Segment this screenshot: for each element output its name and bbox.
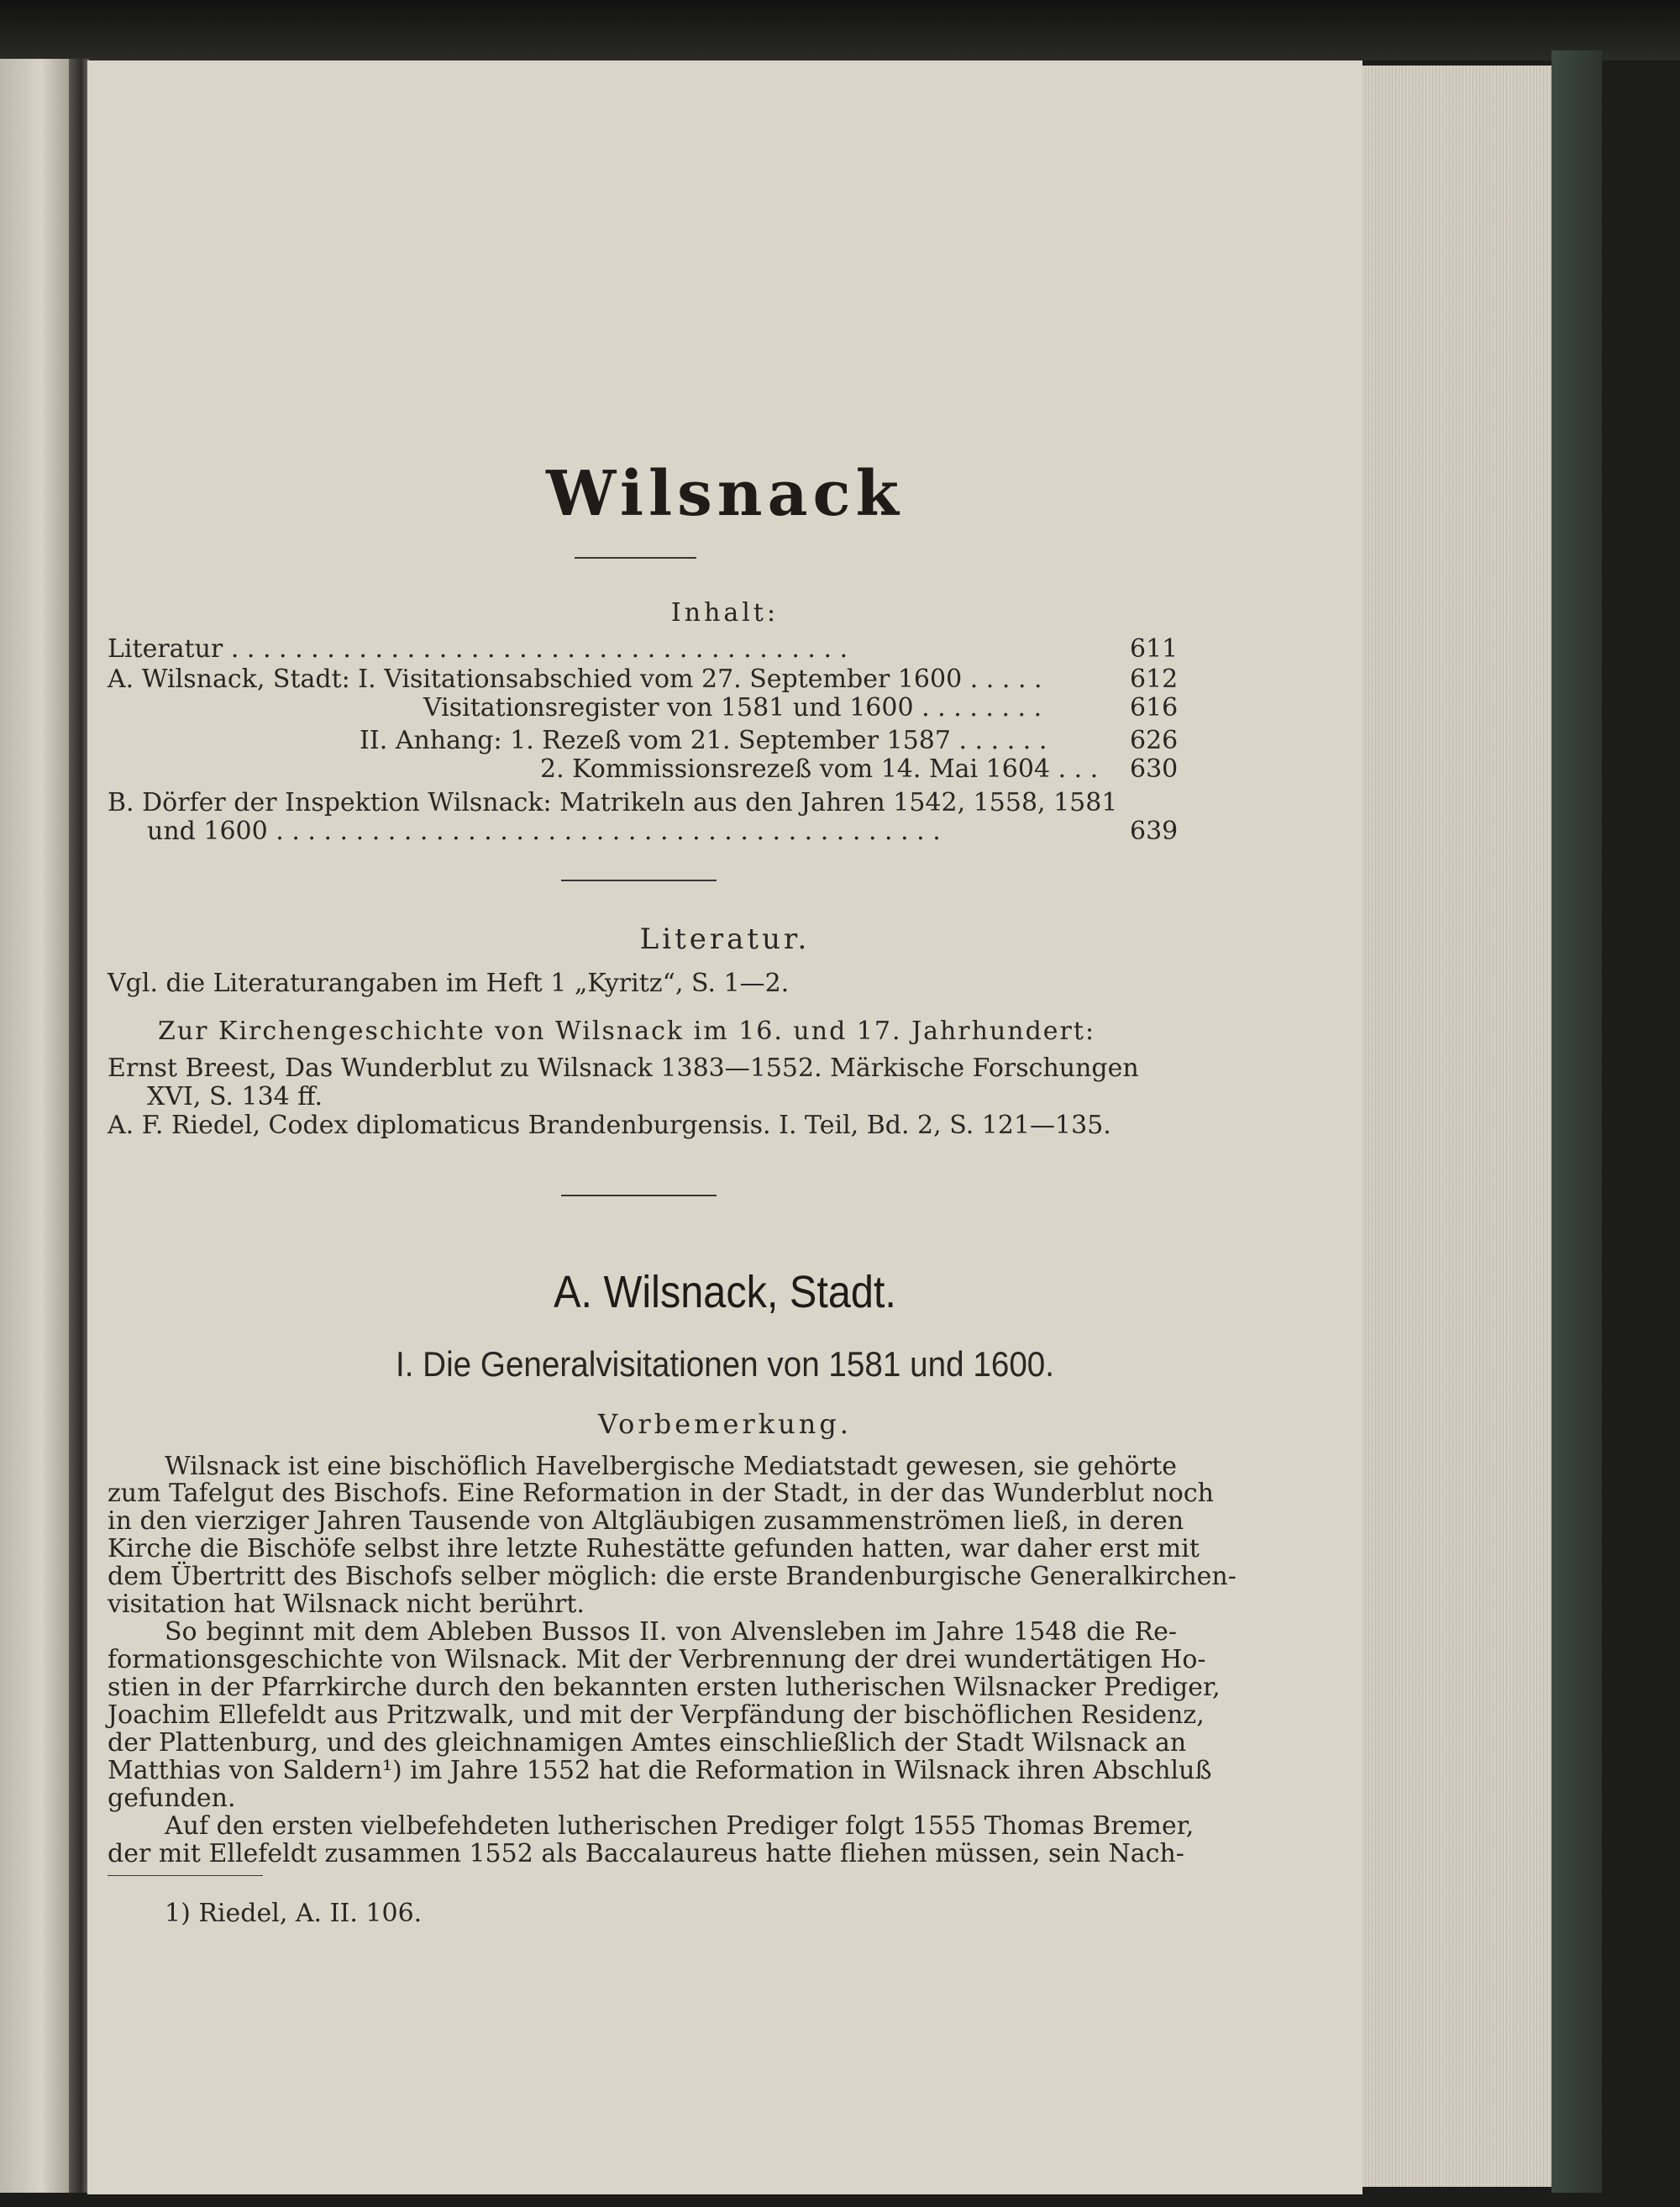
body-line: stien in der Pfarrkirche durch den bekannten ersten lutherischen Wilsnacker Prediger, [108,1673,1221,1702]
body-line: Kirche die Bischöfe selbst ihre letzte Ruhestätte gefunden hatten, war daher erst mit [108,1534,1200,1563]
literature-intro: Vgl. die Literaturangaben im Heft 1 „Kyritz“, S. 1—2. [108,969,790,998]
contents-heading: Inhalt: [670,598,780,628]
section-a-heading: A. Wilsnack, Stadt. [554,1267,896,1317]
body-line: Wilsnack ist eine bischöflich Havelbergische Mediatstadt gewesen, sie gehörte [165,1452,1177,1481]
body-line: Joachim Ellefeldt aus Pritzwalk, und mit der Verpfändung der bischöflichen Residenz, [108,1700,1205,1730]
section-rule [561,1195,717,1196]
section-i-heading: I. Die Generalvisitationen von 1581 und 1600. [395,1344,1055,1384]
body-line: Auf den ersten vielbefehdeten lutherischen Prediger folgt 1555 Thomas Bremer, [165,1811,1194,1841]
literature-subheading: Zur Kirchengeschichte von Wilsnack im 16. und 17. Jahrhundert: [158,1017,1096,1046]
footnote-rule [108,1875,263,1876]
toc-page-number: 630 [1130,754,1179,784]
body-line: gefunden. [108,1784,236,1813]
body-line: Matthias von Saldern¹) im Jahre 1552 hat die Reformation in Wilsnack ihren Abschluß [108,1756,1212,1785]
body-line: formationsgeschichte von Wilsnack. Mit der Verbrennung der drei wundertätigen Ho- [108,1645,1206,1674]
page-edges [1362,66,1551,2187]
section-rule [561,880,717,881]
preface-heading: Vorbemerkung. [598,1408,852,1440]
body-line: visitation hat Wilsnack nicht berührt. [108,1590,585,1619]
body-line: So beginnt mit dem Ableben Bussos II. von Alvensleben im Jahre 1548 die Re- [165,1617,1177,1647]
toc-page-number: 612 [1130,665,1179,694]
book-gutter [69,59,89,2193]
literature-ref: XVI, S. 134 ff. [147,1082,323,1111]
toc-entry: Literatur . . . . . . . . . . . . . . . . . . . . . . . . . . . . . . . . . . . . . . . [108,634,848,664]
toc-entry: B. Dörfer der Inspektion Wilsnack: Matrikeln aus den Jahren 1542, 1558, 1581 [108,788,1118,817]
title-rule [575,557,696,559]
toc-page-number: 611 [1130,634,1179,664]
literature-ref: A. F. Riedel, Codex diplomaticus Brandenburgensis. I. Teil, Bd. 2, S. 121—135. [108,1111,1111,1140]
footnote: 1) Riedel, A. II. 106. [165,1899,423,1928]
body-line: zum Tafelgut des Bischofs. Eine Reformation in der Stadt, in der das Wunderblut noch [108,1479,1214,1508]
literature-ref: Ernst Breest, Das Wunderblut zu Wilsnack 1383—1552. Märkische Forschungen [108,1054,1139,1083]
body-line: in den vierziger Jahren Tausende von Altgläubigen zusammenströmen ließ, in deren [108,1506,1184,1536]
toc-entry: II. Anhang: 1. Rezeß vom 21. September 1587 . . . . . . [360,726,1047,755]
body-line: der Plattenburg, und des gleichnamigen Amtes einschließlich der Stadt Wilsnack an [108,1728,1187,1758]
toc-entry: und 1600 . . . . . . . . . . . . . . . . . . . . . . . . . . . . . . . . . . . . . . . . . . [147,817,941,846]
body-line: dem Übertritt des Bischofs selber möglich: die erste Brandenburgische Generalkirchen- [108,1562,1236,1591]
literature-heading: Literatur. [639,922,811,956]
book-binding-top [0,0,1680,60]
body-line: der mit Ellefeldt zusammen 1552 als Baccalaureus hatte fliehen müssen, sein Nach- [108,1839,1184,1868]
toc-page-number: 616 [1130,693,1179,723]
toc-entry: A. Wilsnack, Stadt: I. Visitationsabschied vom 27. September 1600 . . . . . [108,665,1042,694]
toc-page-number: 626 [1130,726,1179,755]
toc-entry: Visitationsregister von 1581 und 1600 . . . . . . . . [423,693,1042,723]
left-page-edge [0,59,69,2193]
book-cover-edge [1551,50,1602,2193]
toc-entry: 2. Kommissionsrezeß vom 14. Mai 1604 . . . [540,754,1099,784]
page-title: Wilsnack [546,458,904,530]
toc-page-number: 639 [1130,817,1179,846]
